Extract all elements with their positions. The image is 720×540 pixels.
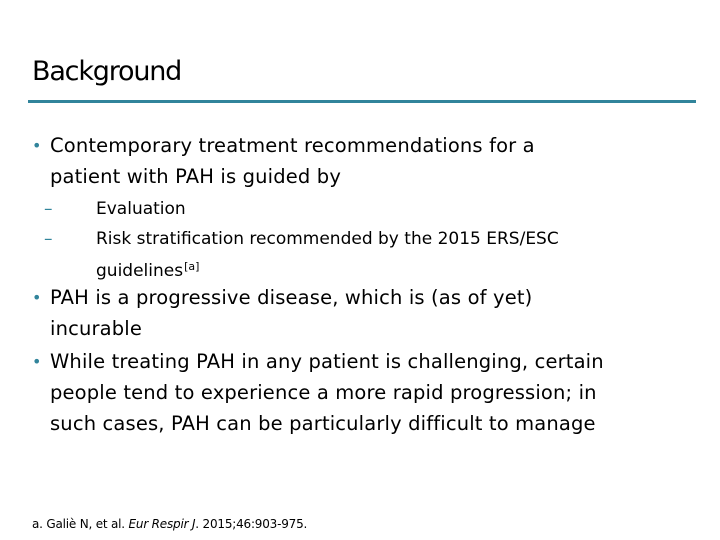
bullet-dot-icon: • (32, 288, 42, 307)
bullet-dot-icon: • (32, 352, 42, 371)
bullet-3-line-3: such cases, PAH can be particularly difficult to manage (50, 412, 596, 435)
sub-bullet-evaluation (44, 194, 186, 224)
slide-title: Background (32, 56, 182, 87)
sub-bullet-text: Risk stratification recommended by the 2015 ERS/ESC (96, 229, 559, 249)
sub-bullet-text-continued (96, 253, 559, 285)
footnote-journal: Eur Respir J (128, 517, 196, 531)
citation-marker: [a] (184, 260, 200, 273)
guidelines-text: guidelines (96, 261, 184, 281)
dash-icon: – (44, 199, 53, 219)
footnote-citation: . 2015;46:903-975. (195, 517, 308, 531)
bullet-1-line-2: patient with PAH is guided by (50, 165, 342, 188)
footnote-authors: a. Galiè N, et al. (32, 517, 129, 531)
bullet-dot-icon: • (32, 136, 42, 155)
sub-bullet-text: Evaluation (96, 199, 186, 219)
bullet-3-line-2: people tend to experience a more rapid progression; in (50, 381, 597, 404)
bullet-2-line-2: incurable (50, 317, 142, 340)
bullet-3-line-1: While treating PAH in any patient is challenging, certain (50, 350, 604, 373)
title-divider (28, 100, 696, 103)
sub-bullet-risk-stratification (44, 225, 559, 285)
bullet-2-line-1: PAH is a progressive disease, which is (as of yet) (50, 286, 533, 309)
bullet-3 (32, 346, 604, 439)
footnote (32, 517, 307, 531)
bullet-1 (32, 130, 535, 192)
dash-icon: – (44, 229, 53, 249)
bullet-1-line-1: Contemporary treatment recommendations for a (50, 134, 535, 157)
bullet-2 (32, 282, 532, 344)
